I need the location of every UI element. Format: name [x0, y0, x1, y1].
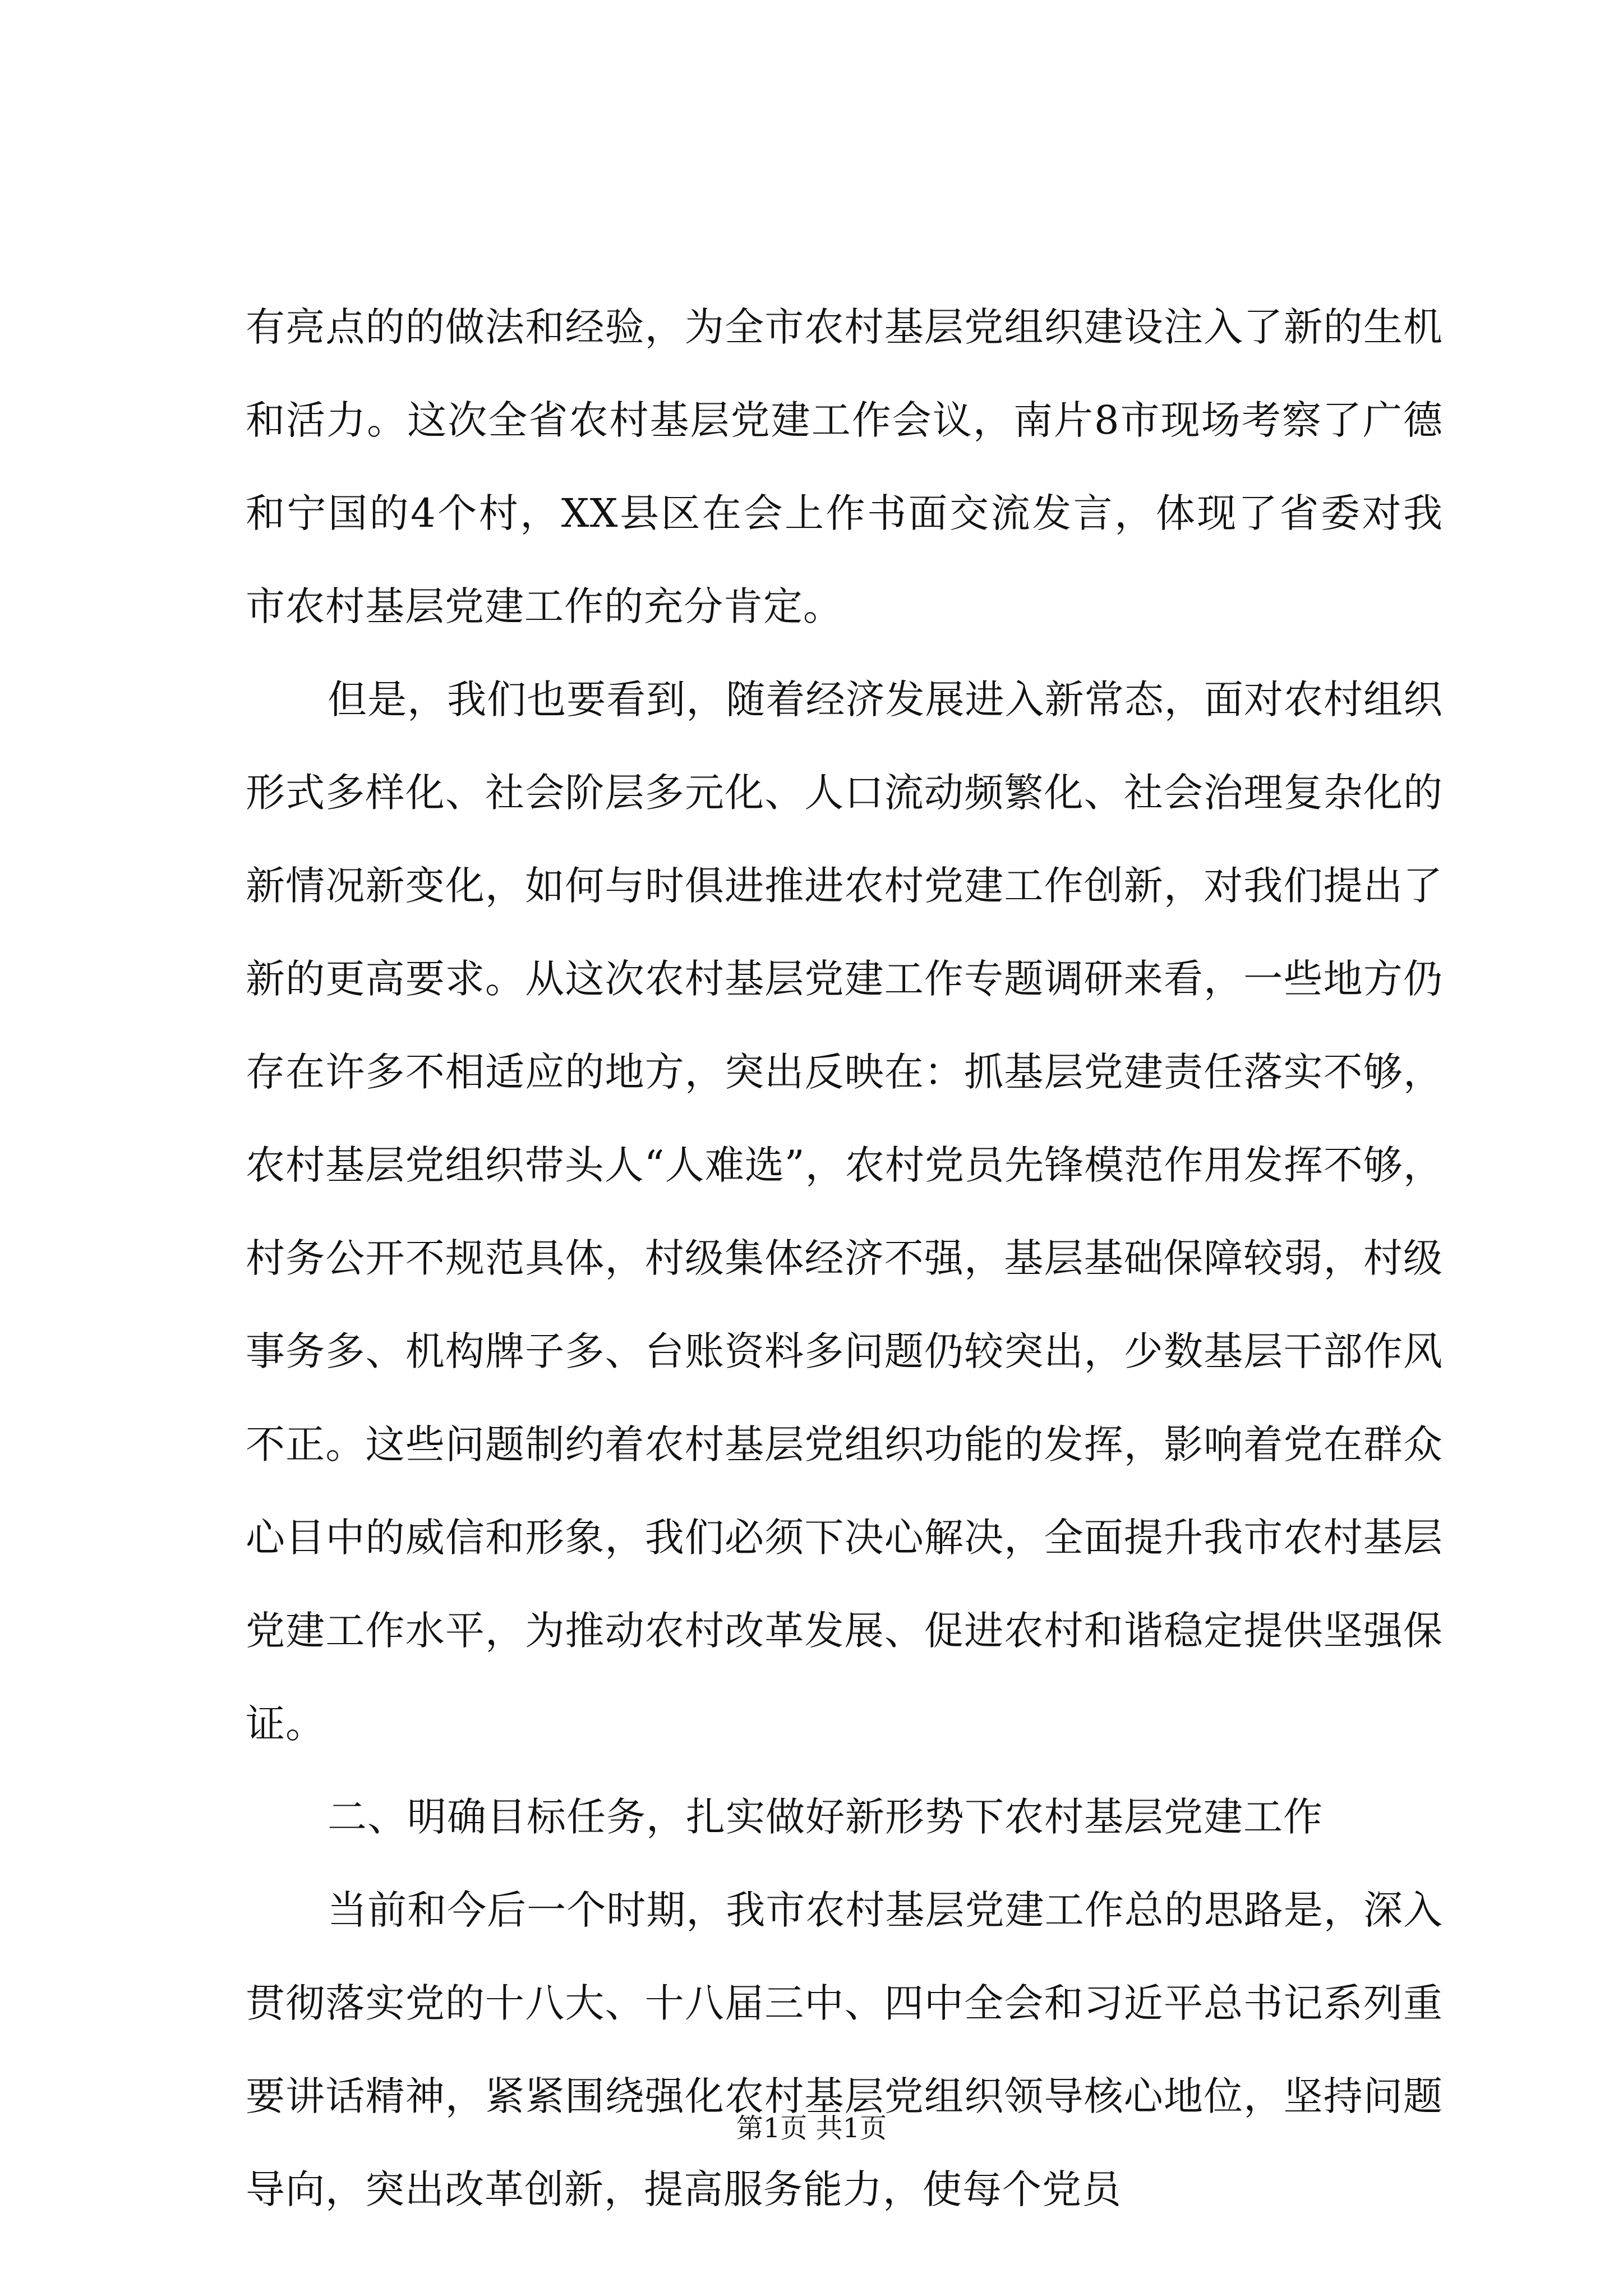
paragraph-continuation: 有亮点的的做法和经验，为全市农村基层党组织建设注入了新的生机和活力。这次全省农村基层党建工作会议，南片8市现场考察了广德和宁国的4个村，XX县区在会上作书面交流发言，体现了省委对我市农村基层党建工作的充分肯定。 — [246, 304, 1443, 629]
page-footer: 第1页 共1页 — [736, 2113, 887, 2144]
paragraph-problems: 但是，我们也要看到，随着经济发展进入新常态，面对农村组织形式多样化、社会阶层多元化、人口流动频繁化、社会治理复杂化的新情况新变化，如何与时俱进推进农村党建工作创新，对我们提出了新的更高要求。从这次农村基层党建工作专题调研来看，一些地方仍存在许多不相适应的地方，突出反映在：抓基层党建责任落实不够，农村基层党组织带头人“人难选”，农村党员先锋模范作用发挥不够，村务公开不规范具体，村级集体经济不强，基层基础保障较弱，村级事务多、机构牌子多、台账资料多问题仍较突出，少数基层干部作风不正。这些问题制约着农村基层党组织功能的发挥，影响着党在群众心目中的威信和形象，我们必须下决心解决，全面提升我市农村基层党建工作水平，为推动农村改革发展、促进农村和谐稳定提供坚强保证。 — [246, 677, 1443, 1747]
document-body — [246, 280, 1443, 2236]
section-heading-goals: 二、明确目标任务，扎实做好新形势下农村基层党建工作 — [328, 1794, 1323, 1840]
paragraph-approach: 当前和今后一个时期，我市农村基层党建工作总的思路是，深入贯彻落实党的十八大、十八届三中、四中全会和习近平总书记系列重要讲话精神，紧紧围绕强化农村基层党组织领导核心地位，坚持问题导向，突出改革创新，提高服务能力，使每个党员 — [246, 1887, 1443, 2212]
